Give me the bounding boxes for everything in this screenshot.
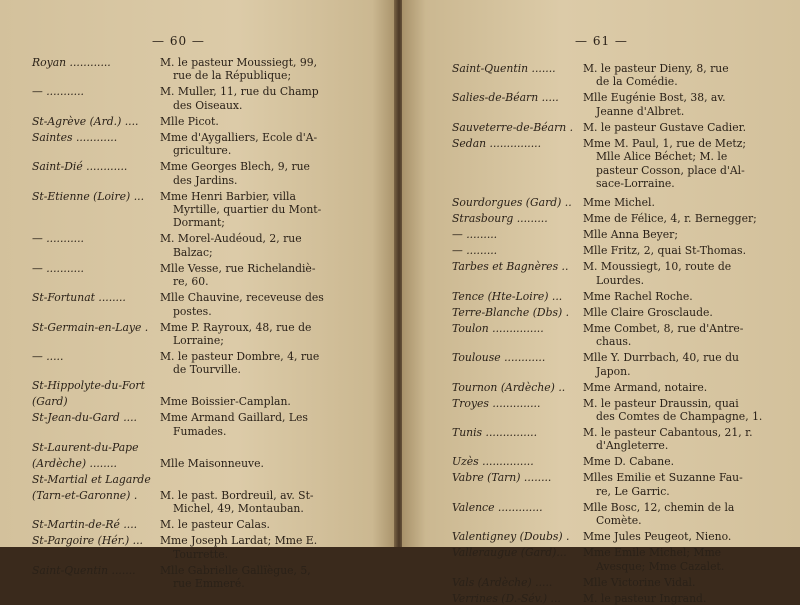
entry-line: M. le pasteur Dombre, 4, rue xyxy=(160,350,320,363)
entry-line: pasteur Cosson, place d'Al- xyxy=(596,163,745,177)
entry-line: Mlle Anna Beyer; xyxy=(583,228,678,242)
entry-line: Mlle Claire Grosclaude. xyxy=(583,305,713,319)
entry-place: Sauveterre-de-Béarn . xyxy=(452,120,574,134)
entry-place: Salies-de-Béarn ..... xyxy=(452,91,559,105)
entry-line: Jeanne d'Albret. xyxy=(596,104,685,118)
entry-line: Mlle Chauvine, receveuse des xyxy=(160,291,324,305)
entry-line: M. le pasteur Cabantous, 21, r. xyxy=(583,426,753,439)
entry-place: (Tarn-et-Garonne) . xyxy=(32,488,138,502)
entry-line: rue Emmeré. xyxy=(173,577,245,590)
page-number: — 61 — xyxy=(575,34,628,48)
entry-place: St-Germain-en-Laye . xyxy=(32,320,149,334)
left-page xyxy=(0,0,396,590)
entry-place: Toulouse ............ xyxy=(452,351,546,365)
entry-place: Saintes ............ xyxy=(32,130,118,144)
entry-line: Mlle Bosc, 12, chemin de la xyxy=(583,500,735,514)
entry-person xyxy=(583,455,674,468)
entry-place: Tence (Hte-Loire) ... xyxy=(452,289,563,303)
entry-line: M. le pasteur Ingrand. xyxy=(583,591,707,605)
entry-line: Mme Georges Blech, 9, rue xyxy=(160,160,310,174)
entry-place: Tournon (Ardèche) .. xyxy=(452,380,566,394)
entry-place: Strasbourg ......... xyxy=(452,212,548,226)
entry-line: Myrtille, quartier du Mont- xyxy=(173,203,322,216)
entry-person xyxy=(583,546,724,573)
entry-place: Tarbes et Bagnères .. xyxy=(452,260,569,274)
page-number: — 60 — xyxy=(152,34,205,48)
entry-person xyxy=(160,232,302,259)
entry-place: Valence ............. xyxy=(452,500,543,514)
entry-person xyxy=(160,489,314,516)
entry-line: Mme Jules Peugeot, Nieno. xyxy=(583,530,732,544)
entry-line: Mme de Félice, 4, r. Bernegger; xyxy=(583,212,757,226)
entry-person xyxy=(583,244,746,257)
entry-place: Sedan ............... xyxy=(452,136,542,150)
entry-place: — ......... xyxy=(452,228,498,242)
entry-person xyxy=(583,228,678,241)
entry-place: — ........... xyxy=(32,85,84,99)
entry-line: Dormant; xyxy=(173,216,225,230)
entry-line: Mme D. Cabane. xyxy=(583,455,675,469)
entry-place: Uzès ............... xyxy=(452,455,534,469)
entry-person xyxy=(583,530,731,543)
entry-line: Mlle Gabrielle Gallïègue, 5, xyxy=(160,563,311,577)
entry-person xyxy=(583,381,707,394)
entry-line: M. le pasteur Gustave Cadier. xyxy=(583,120,747,134)
entry-line: des Jardins. xyxy=(173,173,238,187)
entry-person xyxy=(160,85,319,112)
entry-place: — ........... xyxy=(32,261,84,275)
entry-line: Mme M. Paul, 1, rue de Metz; xyxy=(583,136,747,150)
entry-line: Mme Boissier-Camplan. xyxy=(160,395,291,409)
entry-person xyxy=(160,56,317,83)
entry-person xyxy=(160,321,311,348)
entry-place: Saint-Quentin ....... xyxy=(32,563,136,577)
entry-person xyxy=(160,160,310,187)
entry-place: Verrines (D.-Sév.) ... xyxy=(452,591,561,605)
entry-line: Fumades. xyxy=(173,424,227,438)
entry-place: St-Jean-du-Gard .... xyxy=(32,411,137,425)
entry-place: — ......... xyxy=(452,244,498,258)
entry-line: Lorraine; xyxy=(173,334,224,347)
entry-person xyxy=(160,395,291,408)
entry-line: sace-Lorraine. xyxy=(596,177,675,191)
entry-person xyxy=(583,91,726,118)
right-page xyxy=(402,0,800,605)
entry-line: Mlle Fritz, 2, quai St-Thomas. xyxy=(583,244,747,258)
entry-person xyxy=(583,290,693,303)
entry-line: de la Comédie. xyxy=(596,75,678,89)
entry-person xyxy=(160,115,219,128)
entry-line: Mlle Y. Durrbach, 40, rue du xyxy=(583,351,739,365)
entry-place: — ..... xyxy=(32,350,64,363)
entry-person xyxy=(583,592,706,605)
entry-line: M. Morel-Audéoud, 2, rue xyxy=(160,232,302,246)
entry-person xyxy=(160,262,315,289)
entry-line: postes. xyxy=(173,304,212,318)
entry-person xyxy=(160,411,308,438)
entry-line: Mme Armand Gaillard, Les xyxy=(160,411,308,425)
entry-line: M. le pasteur Moussiegt, 99, xyxy=(160,56,318,69)
entry-line: Mlle Picot. xyxy=(160,114,219,128)
entry-line: M. le pasteur Calas. xyxy=(160,518,270,532)
entry-place: St-Laurent-du-Pape xyxy=(32,440,139,454)
entry-line: Mme d'Aygalliers, Ecole d'A- xyxy=(160,130,318,144)
entry-place: Saint-Dié ............ xyxy=(32,160,128,174)
entry-line: Mlle Vesse, rue Richelandiè- xyxy=(160,261,316,275)
entry-place: Terre-Blanche (Dbs) . xyxy=(452,305,570,319)
entry-place: St-Etienne (Loire) ... xyxy=(32,189,145,203)
entry-line: re, Le Garric. xyxy=(596,484,670,498)
entry-person xyxy=(583,62,729,89)
entry-person xyxy=(583,426,753,453)
entry-line: Japon. xyxy=(596,364,631,378)
entry-person xyxy=(160,291,324,318)
entry-place: Troyes .............. xyxy=(452,396,541,410)
entry-person xyxy=(160,518,270,531)
entry-line: M. Moussiegt, 10, route de xyxy=(583,260,732,274)
entry-person xyxy=(160,457,264,470)
entry-line: d'Angleterre. xyxy=(596,439,669,453)
entry-place: St-Agrève (Ard.) .... xyxy=(32,114,139,128)
entry-line: Lourdes. xyxy=(596,273,645,287)
entry-line: chaus. xyxy=(596,335,632,349)
entry-line: de Tourville. xyxy=(173,363,241,377)
entry-place: St-Martial et Lagarde xyxy=(32,472,151,486)
entry-person xyxy=(160,564,311,591)
entry-line: rue de la République; xyxy=(173,69,292,83)
entry-person xyxy=(583,351,739,378)
entry-place: Valentigney (Doubs) . xyxy=(452,530,570,544)
entry-place: — ........... xyxy=(32,232,84,246)
entry-line: Mlles Emilie et Suzanne Fau- xyxy=(583,471,743,485)
entry-line: Mme Joseph Lardat; Mme E. xyxy=(160,534,318,548)
entry-line: Tourrette. xyxy=(173,547,229,561)
entry-person xyxy=(583,306,713,319)
entry-place: Vabre (Tarn) ........ xyxy=(452,471,552,485)
entry-place: Royan ............ xyxy=(32,56,111,69)
entry-person xyxy=(160,190,321,230)
entry-line: Comète. xyxy=(596,514,642,528)
entry-line: Avesque; Mme Cazalet. xyxy=(596,559,725,573)
entry-line: Mme Michel. xyxy=(583,196,655,210)
entry-line: M. le pasteur Draussin, quai xyxy=(583,396,739,410)
entry-place: (Gard) xyxy=(32,395,68,409)
entry-line: Mlle Alice Béchet; M. le xyxy=(596,150,728,164)
entry-place: (Ardèche) ........ xyxy=(32,456,117,470)
entry-line: M. le pasteur Dieny, 8, rue xyxy=(583,62,729,75)
entry-place: Toulon ............... xyxy=(452,321,544,335)
entry-person xyxy=(583,322,743,349)
entry-line: des Comtes de Champagne, 1. xyxy=(596,410,763,423)
entry-line: Mme Combet, 8, rue d'Antre- xyxy=(583,321,744,335)
entry-person xyxy=(160,131,317,158)
entry-person xyxy=(160,534,317,561)
entry-person xyxy=(160,350,319,377)
entry-line: Mme Armand, notaire. xyxy=(583,380,708,394)
entry-person xyxy=(583,471,743,498)
entry-person xyxy=(583,137,746,191)
entry-person xyxy=(583,196,655,209)
entry-line: Mlle Victorine Vidal. xyxy=(583,575,696,589)
entry-line: Mme Henri Barbier, villa xyxy=(160,189,296,203)
entry-person xyxy=(583,501,734,528)
entry-place: St-Pargoire (Hér.) ... xyxy=(32,534,143,548)
entry-place: Sourdorgues (Gard) .. xyxy=(452,196,572,210)
entry-line: M. Muller, 11, rue du Champ xyxy=(160,85,319,99)
entry-place: Tunis ............... xyxy=(452,426,538,439)
entry-person xyxy=(583,212,757,225)
entry-place: Valleraugue (Gard)... xyxy=(452,546,567,560)
entry-line: re, 60. xyxy=(173,275,209,289)
entry-line: Mme P. Rayroux, 48, rue de xyxy=(160,320,312,334)
entry-line: Michel, 49, Montauban. xyxy=(173,502,304,516)
entry-place: Saint-Quentin ....... xyxy=(452,62,556,75)
entry-person xyxy=(583,576,695,589)
entry-line: des Oiseaux. xyxy=(173,98,243,112)
entry-line: Mlle Maisonneuve. xyxy=(160,456,264,470)
entry-person xyxy=(583,121,746,134)
entry-person xyxy=(583,397,762,424)
entry-line: M. le past. Bordreuil, av. St- xyxy=(160,488,314,502)
entry-place: St-Martin-de-Ré .... xyxy=(32,518,138,532)
entry-place: Vals (Ardèche) ..... xyxy=(452,575,553,589)
entry-line: griculture. xyxy=(173,144,232,158)
entry-line: Balzac; xyxy=(173,245,213,259)
entry-place: St-Hippolyte-du-Fort xyxy=(32,379,145,393)
entry-person xyxy=(583,260,731,287)
entry-place: St-Fortunat ........ xyxy=(32,291,126,305)
entry-line: Mlle Eugénie Bost, 38, av. xyxy=(583,91,726,105)
entry-line: Mme Rachel Roche. xyxy=(583,289,693,303)
entry-line: Mme Emile Michel; Mme xyxy=(583,546,722,560)
